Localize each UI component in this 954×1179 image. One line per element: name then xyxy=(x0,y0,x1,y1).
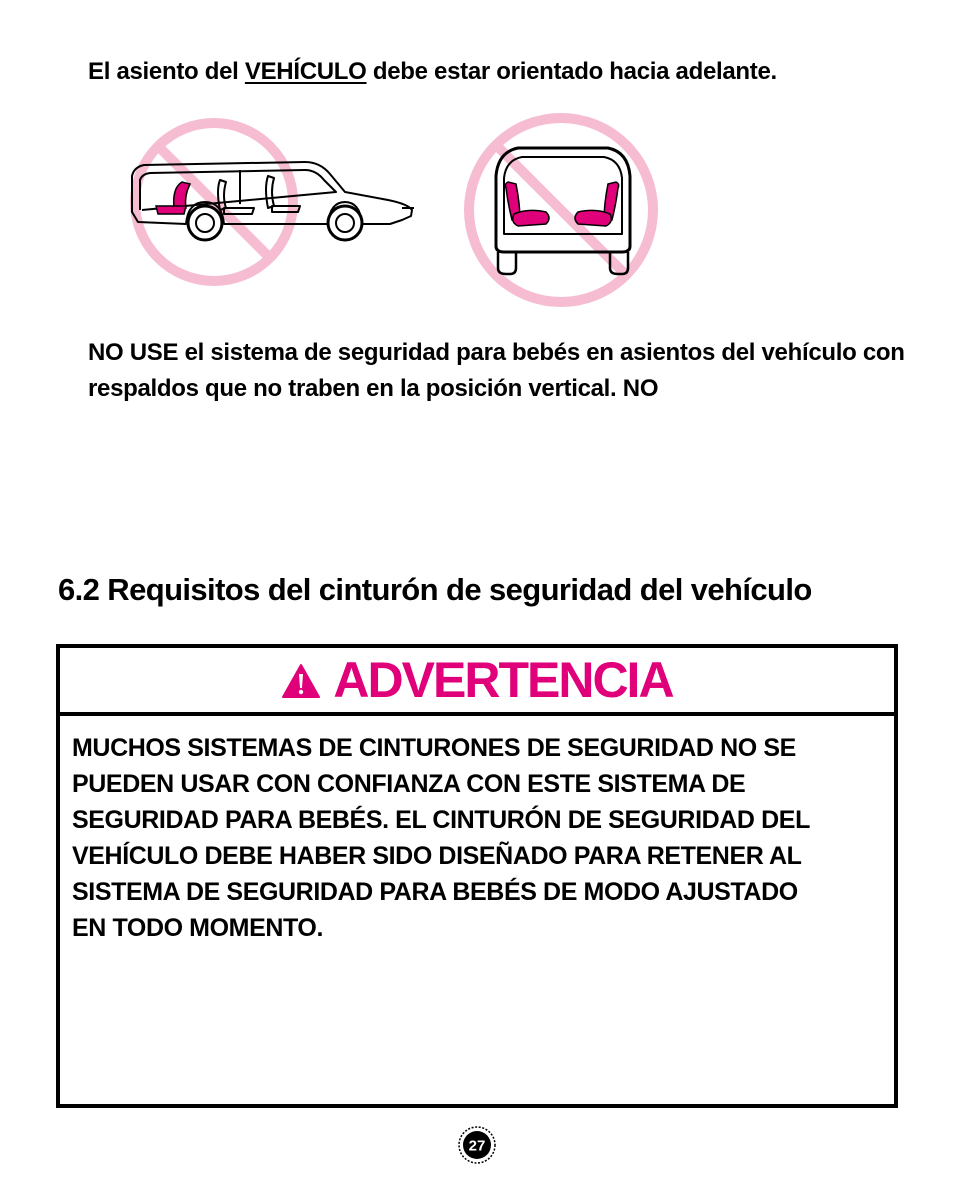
intro-line xyxy=(88,58,777,86)
page-number-badge xyxy=(458,1126,496,1164)
warning-title: ADVERTENCIA xyxy=(333,652,673,708)
warning-header xyxy=(60,648,894,716)
warning-line: SEGURIDAD PARA BEBÉS. EL CINTURÓN DE SEGURIDAD DEL xyxy=(72,806,810,834)
instruction-paragraph: NO USE el sistema de seguridad para bebés en asientos del vehículo con respaldos que no traben en la posición vertical. NO xyxy=(88,339,905,402)
intro-underlined: VEHÍCULO xyxy=(244,58,367,85)
intro-after: debe estar orientado hacia adelante. xyxy=(366,58,777,85)
warning-text xyxy=(60,716,894,946)
vehicle-rear-view-prohibited-icon xyxy=(458,108,668,318)
warning-line: VEHÍCULO DEBE HABER SIDO DISEÑADO PARA RETENER AL xyxy=(72,842,802,870)
warning-line: SISTEMA DE SEGURIDAD PARA BEBÉS DE MODO AJUSTADO xyxy=(72,878,798,906)
warning-box xyxy=(56,644,898,1108)
warning-line: EN TODO MOMENTO. xyxy=(72,914,324,942)
intro-before: El asiento del xyxy=(88,58,245,85)
warning-line: PUEDEN USAR CON CONFIANZA CON ESTE SISTEMA DE xyxy=(72,770,746,798)
page-number: 27 xyxy=(468,1137,486,1155)
warning-triangle-icon xyxy=(281,663,321,699)
warning-line: MUCHOS SISTEMAS DE CINTURONES DE SEGURIDAD NO SE xyxy=(72,734,796,762)
vehicle-side-view-prohibited-icon xyxy=(120,112,420,292)
section-title: 6.2 Requisitos del cinturón de seguridad del vehículo xyxy=(58,572,812,607)
